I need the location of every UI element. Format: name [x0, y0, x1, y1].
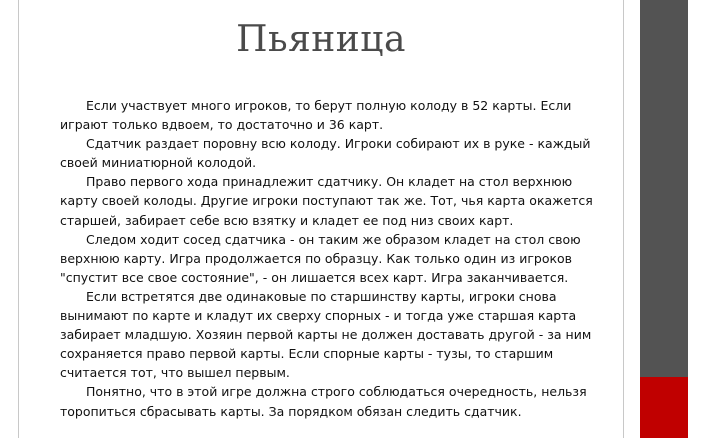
slide-border-right [623, 0, 624, 438]
paragraph: Понятно, что в этой игре должна строго соблюдаться очередность, нельзя торопиться сбрасывать карты. За порядком обязан следить сдатчик. [60, 384, 587, 419]
slide-title: Пьяница [236, 19, 406, 60]
page-margin [688, 0, 706, 438]
decorative-accent-block [640, 377, 688, 438]
decorative-sidebar [640, 0, 688, 438]
paragraph: Если встретятся две одинаковые по старшинству карты, игроки снова вынимают по карте и кладут их сверху спорных - и тогда уже старшая карта забирает младшую. Хозяин первой карты не должен доставать другой - за ним сохраняется право первой карты. Если спорные карты - тузы, то старшим считается тот, что вышел первым. [60, 288, 592, 381]
paragraph: Если участвует много игроков, то берут полную колоду в 52 карты. Если играют только вдвоем, то достаточно и 36 карт. [60, 98, 572, 133]
paragraph: Сдатчик раздает поровну всю колоду. Игроки собирают их в руке - каждый своей миниатюрной колодой. [60, 136, 591, 171]
paragraph: Следом ходит сосед сдатчика - он таким же образом кладет на стол свою верхнюю карту. Игра продолжается по образцу. Как только один из игроков "спустит все свое состояние", - он лишается всех карт. Игра заканчивается. [60, 231, 581, 285]
slide-body [60, 96, 600, 421]
paragraph: Право первого хода принадлежит сдатчику. Он кладет на стол верхнюю карту своей колоды. Другие игроки поступают так же. Тот, чья карта окажется старшей, забирает себе всю взятку и кладет ее под низ своих карт. [60, 174, 593, 228]
